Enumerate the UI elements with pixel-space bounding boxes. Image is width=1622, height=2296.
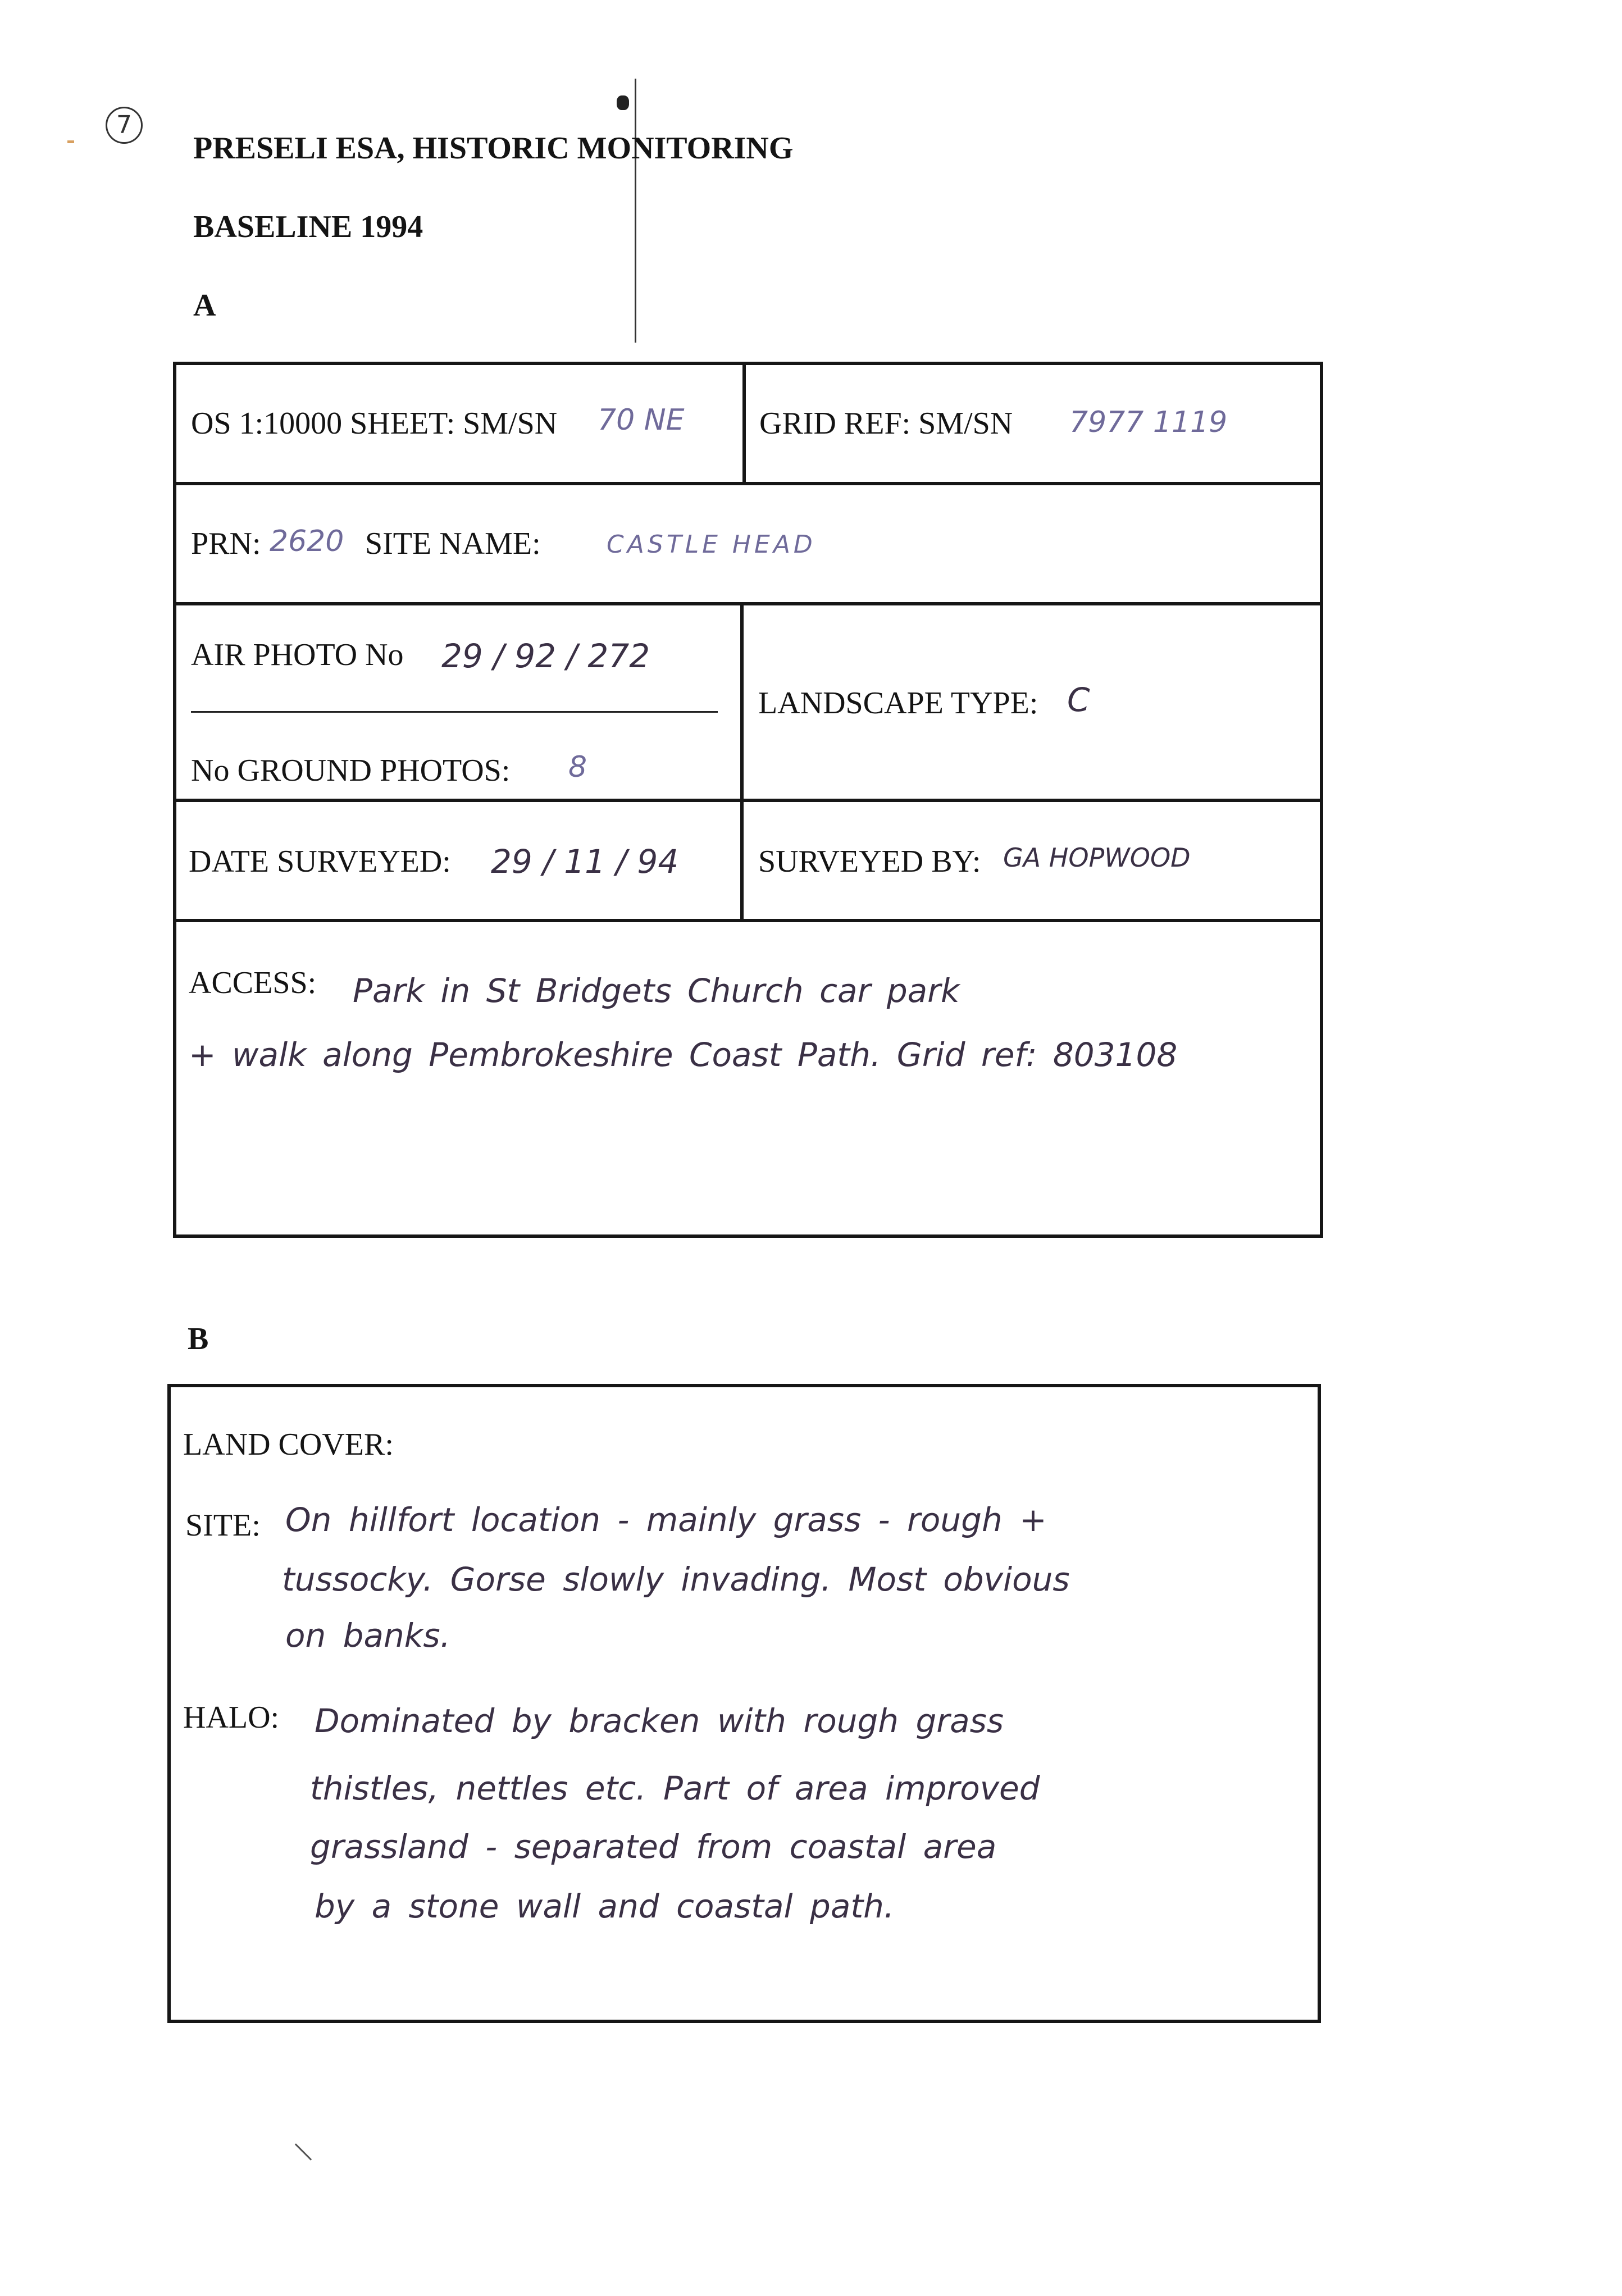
access-line-2: + walk along Pembrokeshire Coast Path. Grid ref: 803108 bbox=[189, 1036, 1178, 1074]
air-photo-value: 29 / 92 / 272 bbox=[441, 637, 650, 675]
os-sheet-value: 70 NE bbox=[598, 403, 685, 437]
site-line-2: tussocky. Gorse slowly invading. Most obvious bbox=[282, 1560, 1070, 1598]
row-divider-4 bbox=[173, 919, 1323, 922]
site-name-value: CASTLE HEAD bbox=[607, 530, 816, 559]
halo-line-1: Dominated by bracken with rough grass bbox=[315, 1702, 1004, 1740]
date-surveyed-label: DATE SURVEYED: bbox=[189, 844, 451, 879]
stray-mark-left bbox=[67, 140, 74, 143]
form-title: PRESELI ESA, HISTORIC MONITORING bbox=[193, 131, 794, 166]
halo-line-3: grassland - separated from coastal area bbox=[310, 1828, 997, 1866]
os-sheet-label: OS 1:10000 SHEET: SM/SN bbox=[191, 406, 558, 441]
access-label: ACCESS: bbox=[189, 965, 317, 1000]
prn-label: PRN: bbox=[191, 526, 261, 561]
landscape-type-value: C bbox=[1067, 681, 1090, 719]
land-cover-label: LAND COVER: bbox=[183, 1427, 394, 1462]
section-a-label: A bbox=[193, 288, 216, 323]
site-name-label: SITE NAME: bbox=[365, 526, 541, 561]
grid-ref-label: GRID REF: SM/SN bbox=[759, 406, 1013, 441]
scan-mark bbox=[635, 79, 636, 343]
air-photo-label: AIR PHOTO No bbox=[191, 637, 404, 672]
landscape-type-label: LANDSCAPE TYPE: bbox=[758, 686, 1038, 721]
page-number-circle bbox=[106, 107, 143, 144]
halo-label: HALO: bbox=[183, 1700, 280, 1735]
section-b-label: B bbox=[188, 1322, 209, 1356]
prn-value: 2620 bbox=[270, 525, 344, 558]
date-surveyed-value: 29 / 11 / 94 bbox=[491, 842, 679, 881]
halo-line-4: by a stone wall and coastal path. bbox=[315, 1887, 895, 1925]
scan-blot bbox=[617, 95, 629, 110]
site-line-3: on banks. bbox=[285, 1616, 451, 1655]
stray-mark-bottom bbox=[295, 2143, 312, 2160]
grid-ref-value: 7977 1119 bbox=[1069, 406, 1228, 439]
col-divider-row1 bbox=[742, 362, 746, 482]
site-label: SITE: bbox=[185, 1508, 261, 1543]
ground-photos-value: 8 bbox=[568, 750, 587, 784]
page-number: 7 bbox=[116, 111, 132, 139]
access-line-1: Park in St Bridgets Church car park bbox=[353, 972, 960, 1010]
row-divider-2 bbox=[173, 602, 1323, 605]
air-photo-underline bbox=[191, 711, 718, 713]
surveyed-by-label: SURVEYED BY: bbox=[758, 844, 981, 879]
col-divider-row3-4 bbox=[740, 602, 744, 919]
form-baseline: BASELINE 1994 bbox=[193, 209, 423, 244]
surveyed-by-value: GA HOPWOOD bbox=[1003, 842, 1191, 873]
ground-photos-label: No GROUND PHOTOS: bbox=[191, 753, 511, 788]
row-divider-3 bbox=[173, 799, 1323, 802]
row-divider-1 bbox=[173, 482, 1323, 485]
site-line-1: On hillfort location - mainly grass - rough + bbox=[285, 1501, 1047, 1539]
halo-line-2: thistles, nettles etc. Part of area improved bbox=[310, 1769, 1040, 1807]
